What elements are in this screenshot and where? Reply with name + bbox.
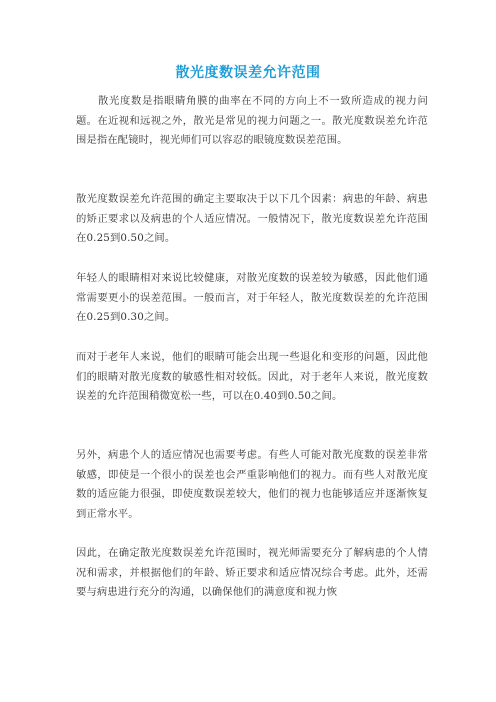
paragraph-6: 因此，在确定散光度数误差允许范围时，视光师需要充分了解病患的个人情况和需求，并根据他们的年龄、矫正要求和适应情况综合考虑。此外，还需要与病患进行充分的沟通，以确保他们的满意度和视力恢 [76,547,428,599]
paragraph-1: 散光度数是指眼睛角膜的曲率在不同的方向上不一致所造成的视力问题。在近视和远视之外，散光是常见的视力问题之一。散光度数误差允许范围是指在配镜时，视光师们可以容忍的眼镜度数误差范围。 [76,95,428,147]
paragraph-5: 另外，病患个人的适应情况也需要考虑。有些人可能对散光度数的误差非常敏感，即使是一个很小的误差也会严重影响他们的视力。而有些人对散光度数的适应能力很强，即使度数误差较大，他们的视力也能够适应并逐渐恢复到正常水平。 [76,449,428,520]
paragraph-4: 而对于老年人来说，他们的眼睛可能会出现一些退化和变形的问题，因此他们的眼睛对散光度数的敏感性相对较低。因此，对于老年人来说，散光度数误差的允许范围稍微宽松一些，可以在0.40到0.50之间。 [76,351,428,403]
paragraph-2: 散光度数误差允许范围的确定主要取决于以下几个因素：病患的年龄、病患的矫正要求以及病患的个人适应情况。一般情况下，散光度数误差允许范围在0.25到0.50之间。 [76,193,428,245]
paragraph-3: 年轻人的眼睛相对来说比较健康，对散光度数的误差较为敏感，因此他们通常需要更小的误差范围。一般而言，对于年轻人，散光度数误差的允许范围在0.25到0.30之间。 [76,272,428,324]
document-title: 散光度数误差允许范围 [175,65,321,81]
